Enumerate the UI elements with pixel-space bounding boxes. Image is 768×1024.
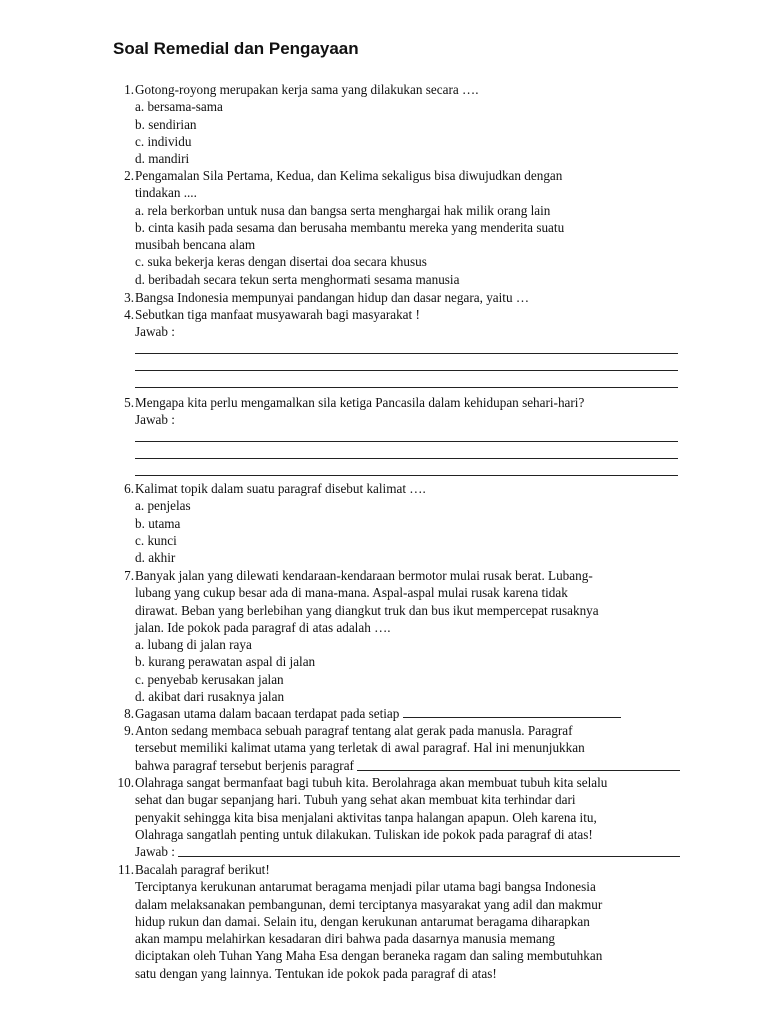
option: b. cinta kasih pada sesama dan berusaha membantu mereka yang menderita suatu — [135, 219, 565, 235]
question-number: 9. — [124, 723, 134, 738]
question-11 — [0, 861, 768, 982]
question-number: 8. — [124, 706, 134, 721]
answer-label: Jawab : — [135, 324, 175, 340]
paragraph-line: akan mampu melahirkan kesadaran diri bahwa pada dasarnya manusia memang — [135, 931, 556, 947]
option: c. penyebab kerusakan jalan — [135, 671, 284, 687]
question-text: dirawat. Beban yang berlebihan yang diangkut truk dan bus ikut mempercepat rusaknya — [135, 602, 599, 618]
question-4 — [0, 306, 768, 392]
question-2 — [0, 167, 768, 288]
question-text: Banyak jalan yang dilewati kendaraan-kendaraan bermotor mulai rusak berat. Lubang- — [135, 568, 593, 583]
paragraph-line: satu dengan yang lainnya. Tentukan ide pokok pada paragraf di atas! — [135, 965, 497, 981]
question-text: Pengamalan Sila Pertama, Kedua, dan Kelima sekaligus bisa diwujudkan dengan — [135, 168, 563, 183]
question-text: Kalimat topik dalam suatu paragraf disebut kalimat …. — [135, 481, 426, 496]
document-title: Soal Remedial dan Pengayaan — [113, 39, 359, 58]
question-text: Mengapa kita perlu mengamalkan sila ketiga Pancasila dalam kehidupan sehari-hari? — [135, 395, 585, 410]
question-text: Gotong-royong merupakan kerja sama yang dilakukan secara …. — [135, 82, 479, 97]
option: d. akhir — [135, 550, 176, 566]
question-text: lubang yang cukup besar ada di mana-mana. Aspal-aspal mulai rusak karena tidak — [135, 585, 568, 601]
option: d. akibat dari rusaknya jalan — [135, 689, 285, 705]
paragraph-line: Terciptanya kerukunan antarumat beragama menjadi pilar utama bagi bangsa Indonesia — [135, 879, 596, 895]
question-1 — [0, 81, 768, 167]
option: b. utama — [135, 515, 181, 531]
answer-blank[interactable] — [403, 705, 621, 718]
question-text: sehat dan bugar sepanjang hari. Tubuh yang sehat akan membuat kita terhindar dari — [135, 792, 576, 808]
question-text: tersebut memiliki kalimat utama yang terletak di awal paragraf. Hal ini menunjukkan — [135, 740, 585, 756]
option: a. lubang di jalan raya — [135, 637, 252, 653]
question-number: 7. — [124, 568, 134, 583]
answer-label: Jawab : — [135, 844, 175, 860]
question-8 — [0, 705, 768, 722]
answer-line[interactable] — [135, 337, 678, 354]
answer-line[interactable] — [135, 371, 678, 388]
paragraph-line: diciptakan oleh Tuhan Yang Maha Esa dengan beraneka ragam dan saling membutuhkan — [135, 948, 603, 964]
question-text: Bangsa Indonesia mempunyai pandangan hidup dan dasar negara, yaitu … — [135, 290, 530, 305]
option: c. kunci — [135, 532, 177, 548]
paragraph-line: hidup rukun dan damai. Selain itu, dengan kerukunan antarumat beragama diharapkan — [135, 913, 590, 929]
question-text: tindakan .... — [135, 185, 197, 201]
question-9 — [0, 722, 768, 774]
answer-line[interactable] — [135, 459, 678, 476]
option: b. sendirian — [135, 116, 197, 132]
question-text: Anton sedang membaca sebuah paragraf tentang alat gerak pada manusla. Paragraf — [135, 723, 573, 738]
answer-line[interactable] — [135, 425, 678, 442]
question-text: Bacalah paragraf berikut! — [135, 862, 270, 877]
question-7 — [0, 567, 768, 705]
option: a. rela berkorban untuk nusa dan bangsa serta menghargai hak milik orang lain — [135, 202, 551, 218]
option: a. bersama-sama — [135, 99, 223, 115]
question-number: 2. — [124, 168, 134, 183]
option: b. kurang perawatan aspal di jalan — [135, 654, 316, 670]
answer-label: Jawab : — [135, 412, 175, 428]
option: c. suka bekerja keras dengan disertai doa secara khusus — [135, 254, 427, 270]
answer-line[interactable] — [135, 442, 678, 459]
question-number: 6. — [124, 481, 134, 496]
question-text: jalan. Ide pokok pada paragraf di atas adalah …. — [135, 619, 391, 635]
question-text: Sebutkan tiga manfaat musyawarah bagi masyarakat ! — [135, 307, 420, 322]
question-text: bahwa paragraf tersebut berjenis paragraf — [135, 757, 354, 773]
question-number: 5. — [124, 395, 134, 410]
option: a. penjelas — [135, 498, 191, 514]
answer-blank[interactable] — [178, 844, 680, 857]
question-6 — [0, 480, 768, 566]
option: d. beribadah secara tekun serta menghormati sesama manusia — [135, 271, 460, 287]
answer-blank[interactable] — [357, 758, 680, 771]
question-number: 1. — [124, 82, 134, 97]
option: musibah bencana alam — [135, 237, 256, 253]
question-10 — [0, 774, 768, 860]
answer-line[interactable] — [135, 354, 678, 371]
question-number: 11. — [118, 862, 134, 877]
question-5 — [0, 394, 768, 480]
option: c. individu — [135, 133, 192, 149]
question-number: 10. — [117, 775, 134, 790]
question-number: 3. — [124, 290, 134, 305]
option: d. mandiri — [135, 151, 190, 167]
paragraph-line: dalam melaksanakan pembangunan, demi terciptanya masyarakat yang adil dan makmur — [135, 896, 603, 912]
question-text: Olahraga sangat bermanfaat bagi tubuh kita. Berolahraga akan membuat tubuh kita selalu — [135, 775, 608, 790]
question-text: penyakit sehingga kita bisa menjalani aktivitas tanpa halangan apapun. Oleh karena itu, — [135, 809, 597, 825]
question-3 — [0, 289, 768, 306]
question-number: 4. — [124, 307, 134, 322]
question-text: Olahraga sangatlah penting untuk dilakukan. Tuliskan ide pokok pada paragraf di atas! — [135, 826, 593, 842]
question-text: Gagasan utama dalam bacaan terdapat pada setiap — [135, 706, 400, 721]
